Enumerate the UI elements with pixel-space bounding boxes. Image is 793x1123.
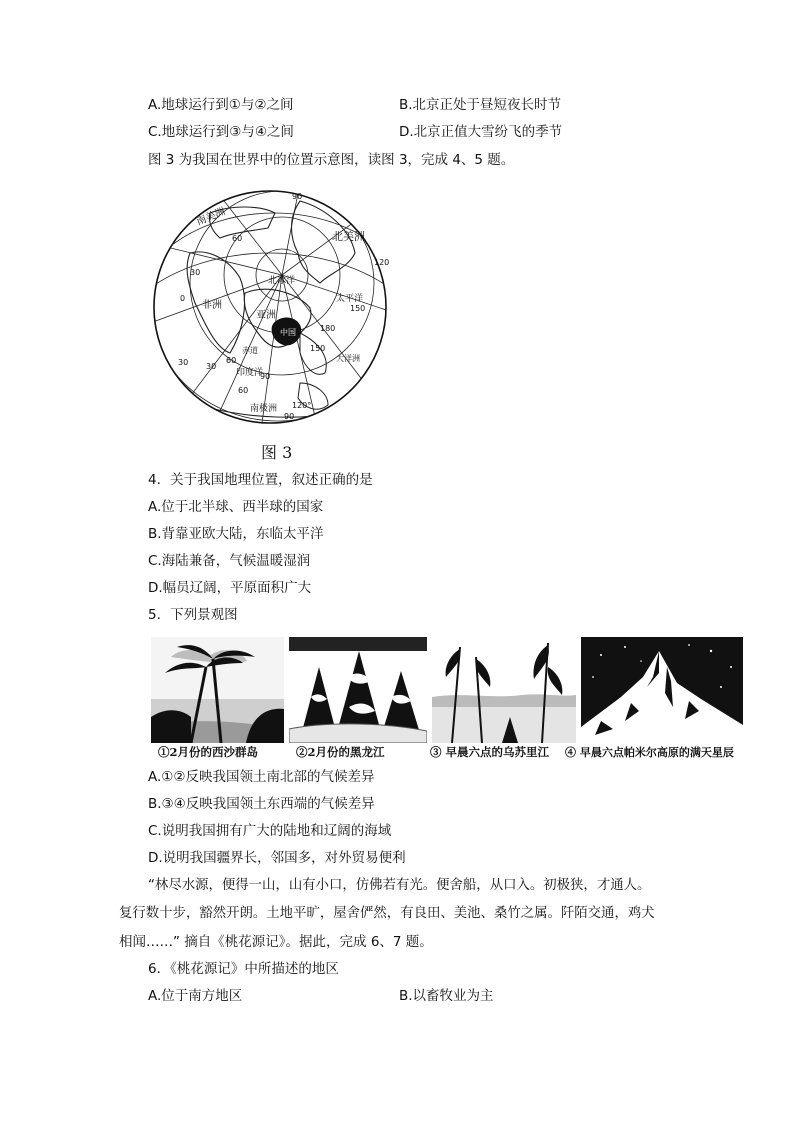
q5-option-a: A.①②反映我国领土南北部的气候差异 xyxy=(148,769,375,785)
tick-label: 90 xyxy=(260,372,271,381)
q4-option-a: A.位于北半球、西半球的国家 xyxy=(148,499,324,515)
label-south-america: 南美洲 xyxy=(195,206,227,228)
photo-xisha-islands xyxy=(151,637,284,743)
label-oceania: 大洋洲 xyxy=(336,354,360,363)
tick-label: 60 xyxy=(232,234,243,243)
tick-label: 150 xyxy=(350,304,366,313)
q3-option-a: A.地球运行到①与②之间 xyxy=(148,97,294,113)
q4-option-d: D.幅员辽阔，平原面积广大 xyxy=(148,580,312,596)
q5-stem: 5．下列景观图 xyxy=(148,607,238,623)
tick-label: 90 xyxy=(292,192,303,201)
tick-label: 150 xyxy=(310,344,326,353)
q3-option-b: B.北京正处于昼短夜长时节 xyxy=(399,97,562,113)
tick-label: 60 xyxy=(226,356,237,365)
passage-line-3: 相闻……” 摘自《桃花源记》。据此，完成 6、7 题。 xyxy=(119,934,433,950)
tick-label: 180 xyxy=(320,324,336,333)
tick-label: 120 xyxy=(374,258,390,267)
tick-label: 30 xyxy=(178,358,189,367)
label-africa: 非洲 xyxy=(202,300,222,311)
tick-label: 90 xyxy=(284,412,295,421)
tick-label: 0 xyxy=(180,294,186,303)
q4-stem: 4．关于我国地理位置，叙述正确的是 xyxy=(148,472,373,488)
q5-option-b: B.③④反映我国领土东西端的气候差异 xyxy=(148,796,375,812)
tick-label: 30 xyxy=(190,268,201,277)
label-north-america: 北美洲 xyxy=(332,230,365,243)
photo-caption-4: ④ 早晨六点帕米尔高原的满天星辰 xyxy=(565,746,734,759)
figure3-caption: 图 3 xyxy=(261,443,293,462)
q5-option-d: D.说明我国疆界长，邻国多，对外贸易便利 xyxy=(148,850,406,866)
label-equator: 赤道 xyxy=(242,346,258,355)
q6-option-a: A.位于南方地区 xyxy=(148,988,243,1004)
photo-pamir-plateau xyxy=(581,637,743,743)
passage-line-1: “林尽水源，便得一山，山有小口，仿佛若有光。便舍船，从口入。初极狭，才通人。 xyxy=(148,878,651,893)
tick-label: 60 xyxy=(238,386,249,395)
label-arctic-ocean: 北冰洋 xyxy=(268,276,296,286)
passage-line-2: 复行数十步，豁然开朗。土地平旷，屋舍俨然，有良田、美池、桑竹之属。阡陌交通，鸡犬 xyxy=(119,906,655,921)
photo-wusuli-river xyxy=(432,637,576,743)
label-pacific: 太平洋 xyxy=(336,294,364,304)
photo-caption-3: ③ 早晨六点的乌苏里江 xyxy=(430,745,550,759)
label-antarctica: 南极洲 xyxy=(250,404,278,414)
tick-label: 30 xyxy=(206,362,217,371)
q6-stem: 6．《桃花源记》中所描述的地区 xyxy=(148,961,339,977)
q3-option-d: D.北京正值大雪纷飞的季节 xyxy=(399,124,563,140)
tick-label: 120° xyxy=(292,401,312,410)
label-indian: 印度洋 xyxy=(236,368,264,378)
q4-option-b: B.背靠亚欧大陆，东临太平洋 xyxy=(148,526,324,542)
label-asia: 亚洲 xyxy=(256,310,276,321)
figure3-globe-map xyxy=(150,183,390,438)
q5-option-c: C.说明我国拥有广大的陆地和辽阔的海域 xyxy=(148,823,392,839)
q4-option-c: C.海陆兼备，气候温暖湿润 xyxy=(148,553,311,569)
q6-option-b: B.以畜牧业为主 xyxy=(399,988,494,1004)
photo-heilongjiang xyxy=(289,637,427,743)
figure3-intro: 图 3 为我国在世界中的位置示意图，读图 3，完成 4、5 题。 xyxy=(148,152,515,168)
label-china: 中国 xyxy=(280,328,296,337)
photo-caption-2: ②2月份的黑龙江 xyxy=(296,745,385,759)
photo-caption-1: ①2月份的西沙群岛 xyxy=(158,745,259,759)
q3-option-c: C.地球运行到③与④之间 xyxy=(148,124,294,140)
